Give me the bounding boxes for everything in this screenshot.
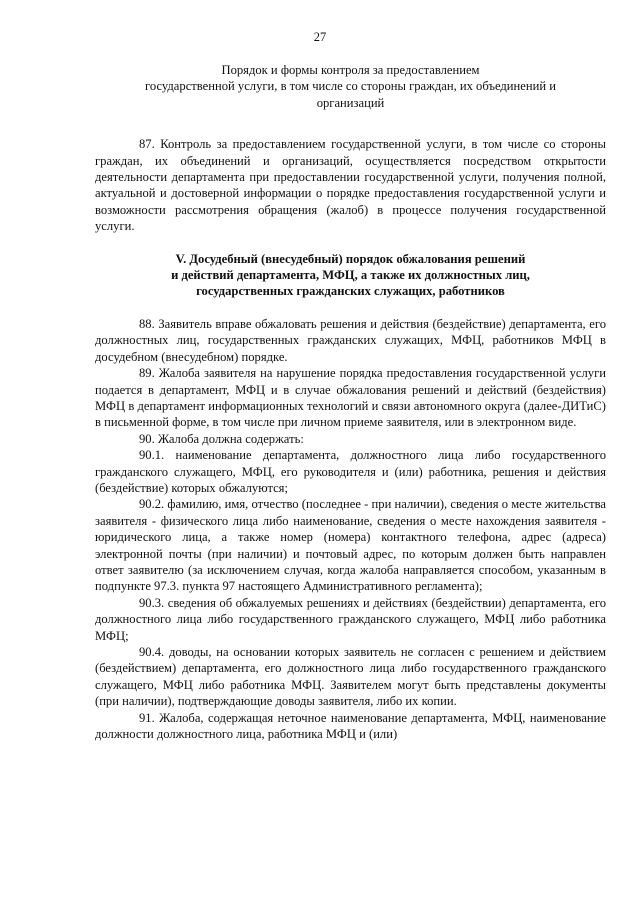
page-number: 27 (313, 30, 327, 44)
paragraph-90-1: 90.1. наименование департамента, должностного лица либо государственного гражданского служащего, МФЦ, его руководителя и (или) работника, решения и действия (бездействие) которых обжалуются; (95, 448, 606, 495)
heading-line: организаций (316, 95, 385, 110)
document-body (95, 62, 606, 742)
heading-line: Порядок и формы контроля за предоставлением (221, 63, 480, 77)
paragraph-88: 88. Заявитель вправе обжаловать решения и действия (бездействие) департамента, его должностных лиц, государственных гражданских служащих, МФЦ, работников МФЦ в досудебном (внесудебном) порядке. (95, 316, 606, 364)
paragraph-89: 89. Жалоба заявителя на нарушение порядка предоставления государственной услуги подается в департамент, МФЦ и в случае обжалования решений и действий (бездействия) МФЦ в департамент информационных технологий и связи автономного округа (далее-ДИТиС) в письменной форме, в том числе при личном приеме заявителя, или в электронном виде. (95, 366, 606, 430)
section-heading-appeal (95, 251, 606, 300)
section-heading-control (95, 62, 606, 111)
paragraph-90-3: 90.3. сведения об обжалуемых решениях и действиях (бездействии) департамента, его должностного лица либо государственного гражданского служащего, МФЦ либо работника МФЦ; (95, 595, 606, 643)
paragraph-90-4: 90.4. доводы, на основании которых заявитель не согласен с решением и действием (бездействием) департамента, его должностного лица либо государственного гражданского служащего, МФЦ либо работника МФЦ. Заявителем могут быть представлены документы (при наличии), подтверждающие доводы заявителя, либо их копии. (95, 645, 606, 709)
paragraph-91: 91. Жалоба, содержащая неточное наименование департамента, МФЦ, наименование должности должностного лица, работника МФЦ и (или) (95, 710, 606, 742)
paragraph-90-2: 90.2. фамилию, имя, отчество (последнее - при наличии), сведения о месте жительства заявителя - физического лица либо наименование, сведения о месте нахождения заявителя - юридического лица, а также номер (номера) контактного телефона, адрес (адреса) электронной почты (при наличии) и почтовый адрес, по которым должен быть направлен ответ заявителю (за исключением случая, когда жалоба направляется способом, указанным в подпункте 97.3. пункта 97 настоящего Административного регламента); (95, 497, 606, 594)
heading-line: и действий департамента, МФЦ, а также их должностных лиц, (171, 268, 530, 283)
paragraph-90: 90. Жалоба должна содержать: (139, 431, 304, 446)
heading-line: государственной услуги, в том числе со стороны граждан, их объединений и (145, 79, 556, 94)
paragraph-87: 87. Контроль за предоставлением государственной услуги, в том числе со стороны граждан, их объединений и организаций, осуществляется посредством открытости деятельности департамента при предоставлении государственной услуги, получения полной, актуальной и достоверной информации о порядке предоставления государственной услуги и возможности рассмотрения обращения (жалоб) в процессе получения государственной услуги. (95, 137, 606, 234)
heading-line: государственных гражданских служащих, работников (196, 284, 505, 299)
heading-line: V. Досудебный (внесудебный) порядок обжалования решений (175, 251, 526, 266)
